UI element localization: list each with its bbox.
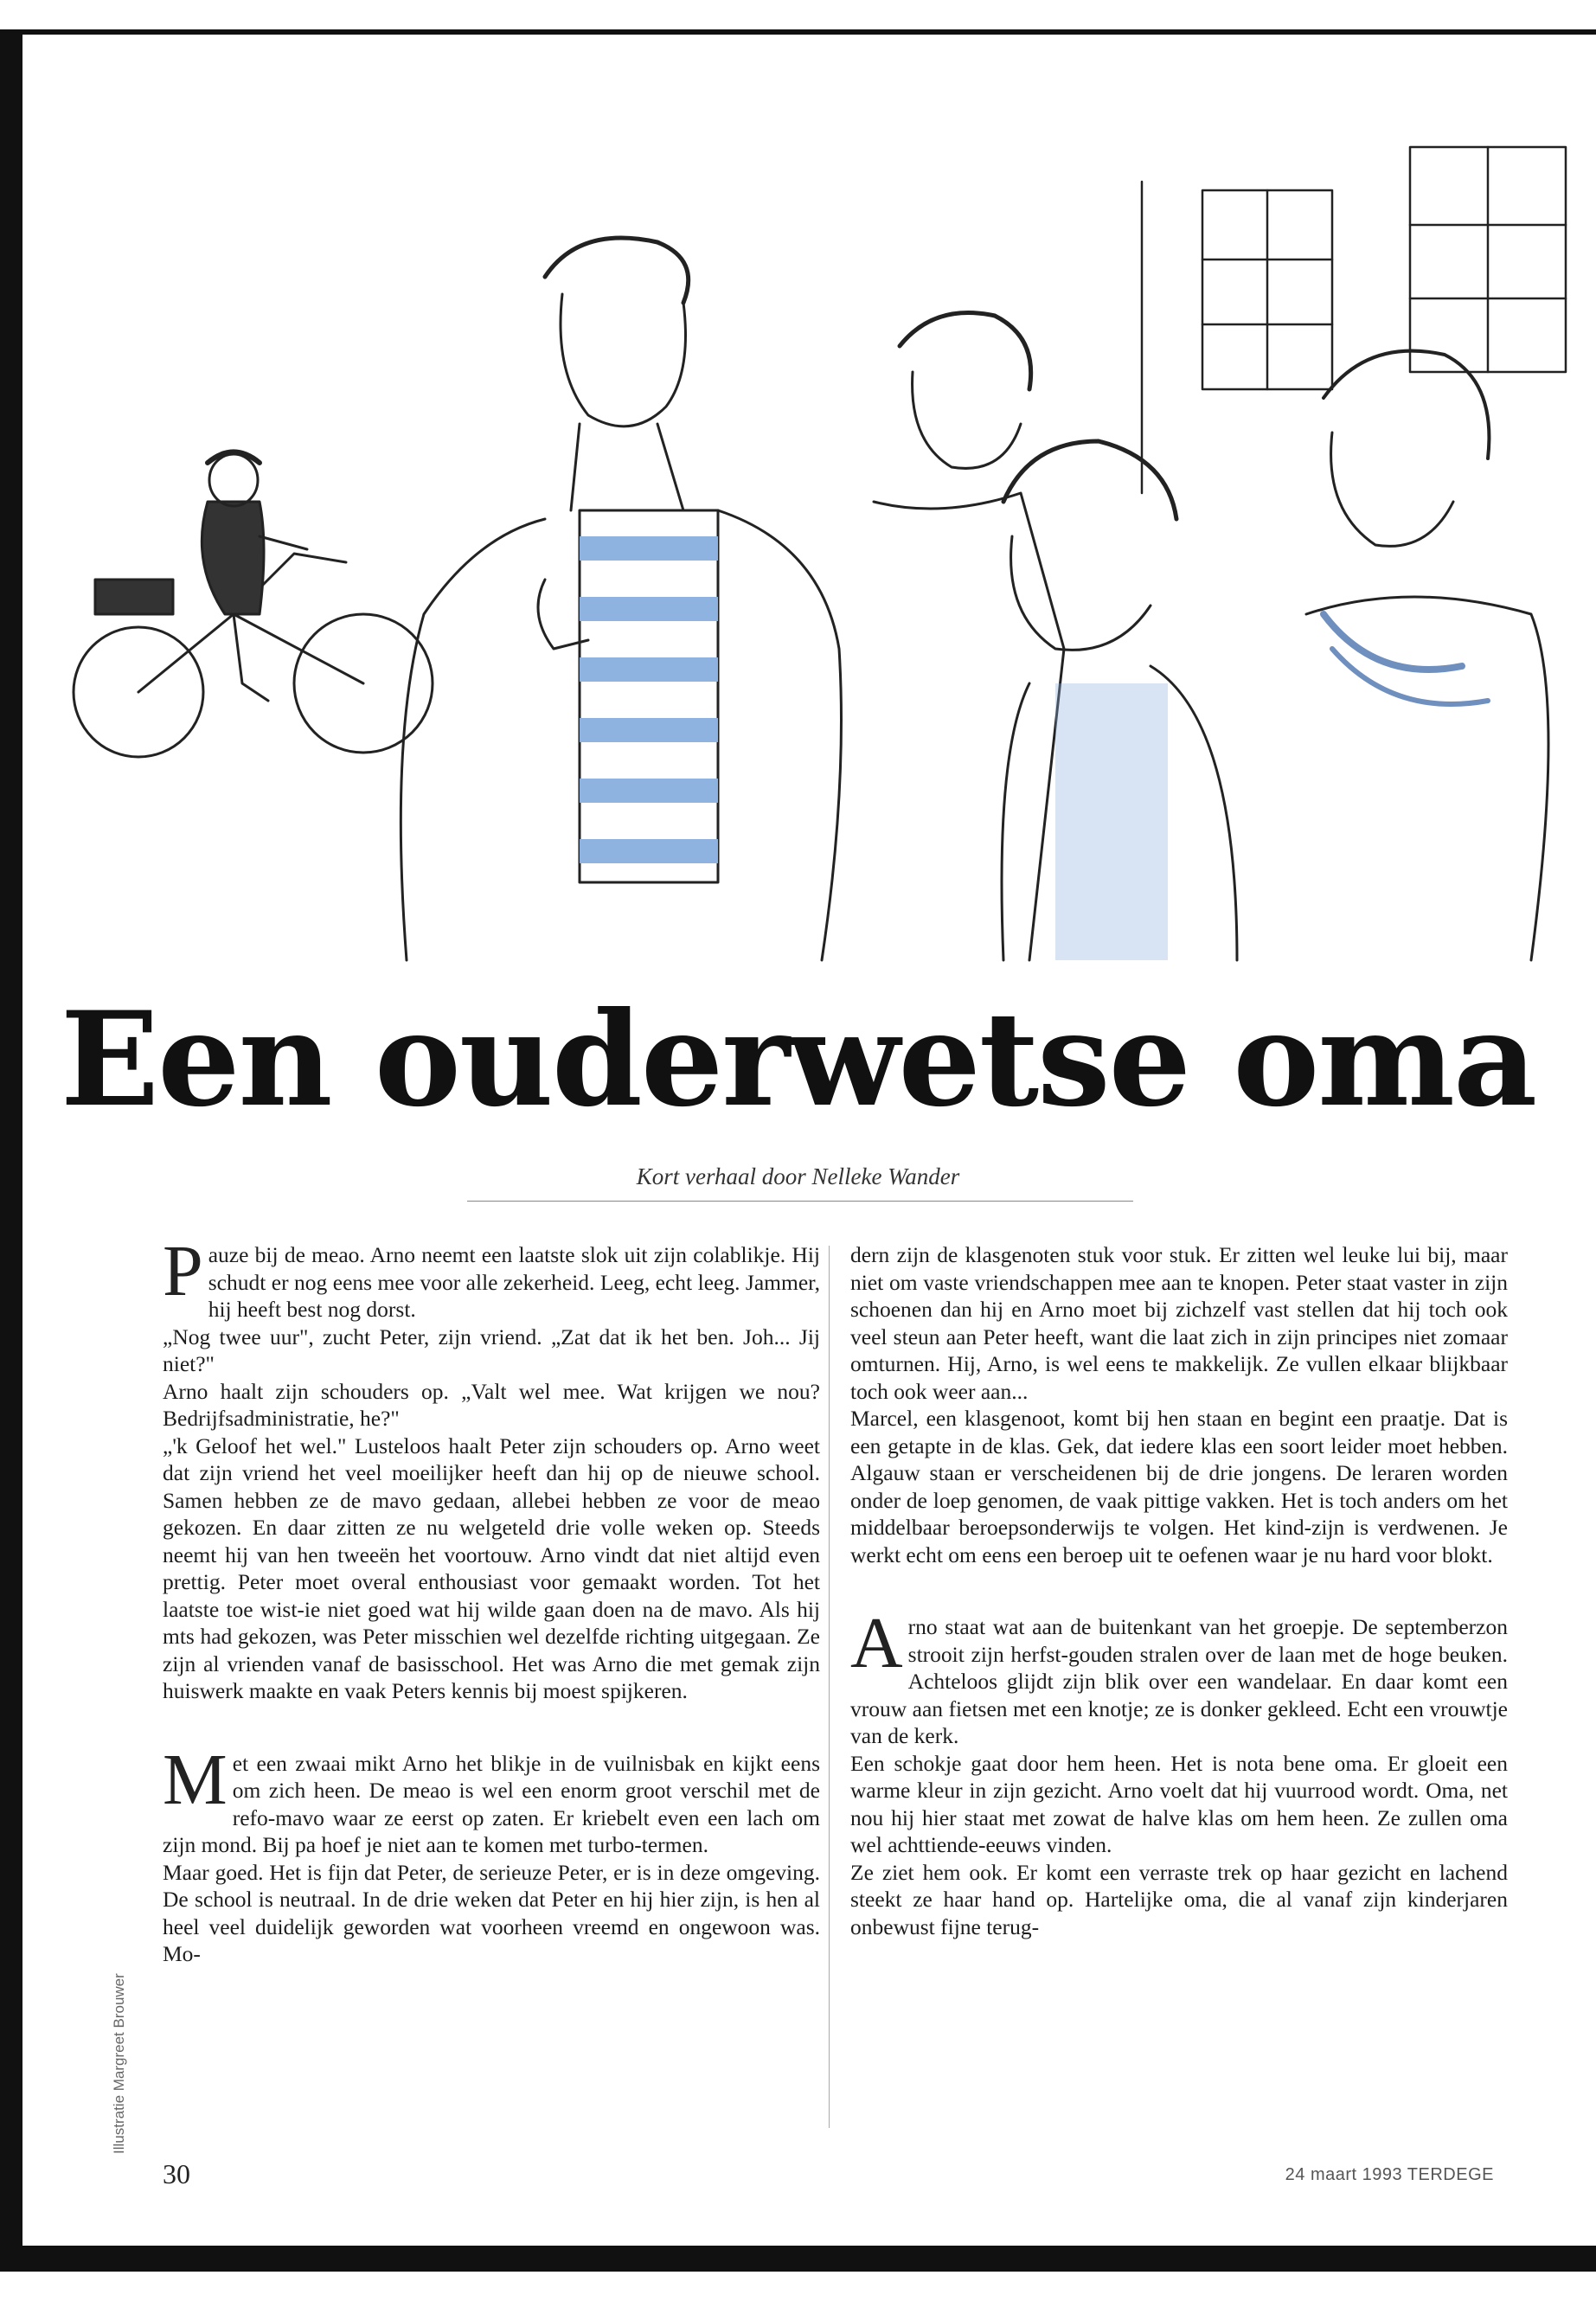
- paragraph-text: et een zwaai mikt Arno het blikje in de vuilnisbak en kijkt eens om zich heen. De meao is wel een enorm groot verschil met de refo-mavo waar ze eerst op zaten. Er kriebelt even een lach om zijn mond. Bij pa hoef je niet aan te komen met turbo-termen.: [163, 1750, 820, 1857]
- paragraph: „'k Geloof het wel." Lusteloos haalt Peter zijn schouders op. Arno weet dat zijn vriend het veel moeilijker heeft dan hij op de nieuwe school. Samen hebben ze de mavo gedaan, allebei hebben ze voor de meao gekozen. En daar zitten ze nu welgeteld drie volle weken op. Steeds neemt hij van hen tweeën het voortouw. Arno vindt dat niet altijd even prettig. Peter moet overal enthousiast voor gemaakt worden. Tot het laatste toe wist-ie niet goed wat hij wilde gaan doen na de mavo. Als hij mts had gekozen, was Peter misschien wel dezelfde richting uitgegaan. Ze zijn al vrienden vanaf de basisschool. Het was Arno die met gemak zijn huiswerk maakte en vaak Peters kennis bij moest spijkeren.: [163, 1433, 820, 1703]
- page-number: 30: [163, 2158, 190, 2189]
- paragraph: dern zijn de klasgenoten stuk voor stuk. Er zitten wel leuke lui bij, maar niet om vaste vriendschappen mee aan te knopen. Peter staat vaster in zijn schoenen dan hij en Arno moet bij zichzelf vast stellen dat hij toch ook veel steun aan Peter heeft, want die laat zich in zijn principes niet zomaar omturnen. Hij, Arno, is wel eens te makkelijk. Ze vullen elkaar blijkbaar toch ook weer aan...: [850, 1242, 1508, 1404]
- drop-cap: P: [163, 1231, 203, 1311]
- paragraph-text: rno staat wat aan de buitenkant van het groepje. De septemberzon strooit zijn herfst-gouden stralen over de laan met de hoge beuken. Achteloos glijdt zijn blik over een wandelaar. En daar komt een vrouw aan fietsen met een knotje; ze is donker gekleed. Echt een vrouwtje van de kerk.: [850, 1614, 1508, 1748]
- paragraph: [163, 1231, 820, 1324]
- paragraph: Een schokje gaat door hem heen. Het is nota bene oma. Er gloeit een warme kleur in zijn gezicht. Arno voelt dat hij vuurrood wordt. Oma, net nou hij hier staat met zowat de halve klas om hem heen. Ze zullen oma wel achttiende-eeuws vinden.: [850, 1750, 1508, 1857]
- paragraph: Ze ziet hem ook. Er komt een verraste trek op haar gezicht en lachend steekt ze haar hand op. Hartelijke oma, die al vanaf zijn kinderjaren onbewust fijne terug-: [850, 1859, 1508, 1939]
- drop-cap: M: [163, 1739, 228, 1820]
- paragraph: „Nog twee uur", zucht Peter, zijn vriend. „Zat dat ik het ben. Joh... Jij niet?": [163, 1324, 820, 1376]
- page-border-left: [0, 29, 22, 2270]
- text-column-right: [850, 1241, 1508, 1940]
- column-divider: [829, 1246, 830, 2128]
- drop-cap: A: [850, 1603, 903, 1683]
- cyclist-sketch: [74, 452, 433, 758]
- text-column-left: [163, 1231, 820, 1968]
- article-title: Een ouderwetse oma: [60, 984, 1536, 1136]
- paragraph: Marcel, een klasgenoot, komt bij hen staan en begint een praatje. Dat is een getapte in de klas. Gek, dat iedere klas een soort leider moet hebben. Algauw staan er verscheidenen bij de drie jongens. De leraren worden onder de loep genomen, de vaak pittige vakken. Het is toch anders om het middelbaar beroepsonderwijs te volgen. Het kind-zijn is verdwenen. Je werkt echt om eens een beroep uit te oefenen waar je nu hard voor blokt.: [850, 1406, 1508, 1567]
- paragraph: [850, 1603, 1508, 1750]
- issue-info: 24 maart 1993 TERDEGE: [1285, 2165, 1494, 2184]
- section-gap: [163, 1705, 820, 1750]
- paragraph-text: auze bij de meao. Arno neemt een laatste slok uit zijn colablikje. Hij schudt er nog eens mee voor alle zekerheid. Leeg, echt leeg. Jammer, hij heeft best nog dorst.: [208, 1242, 820, 1322]
- girl-sketch: [1306, 351, 1548, 960]
- second-boy-sketch: [874, 313, 1064, 960]
- article-byline: Kort verhaal door Nelleke Wander: [636, 1163, 960, 1189]
- story-illustration: [61, 130, 1583, 995]
- central-boy-sketch: [401, 238, 841, 960]
- window-sketch: [1142, 147, 1566, 493]
- page-border-bottom: [0, 2246, 1596, 2272]
- paragraph: [163, 1739, 820, 1859]
- paragraph: Maar goed. Het is fijn dat Peter, de serieuze Peter, er is in deze omgeving. De school is neutraal. In de drie weken dat Peter en hij hier zijn, is hen al heel veel duidelijk geworden wat voorheen vreemd en ongewoon was. Mo-: [163, 1859, 820, 1966]
- section-gap: [850, 1568, 1508, 1613]
- page-border-top: [0, 29, 1596, 35]
- illustration-credit: Illustratie Margreet Brouwer: [111, 1973, 127, 2154]
- byline-divider: [467, 1201, 1133, 1202]
- paragraph: Arno haalt zijn schouders op. „Valt wel mee. Wat krijgen we nou? Bedrijfsadministratie, he?": [163, 1378, 820, 1431]
